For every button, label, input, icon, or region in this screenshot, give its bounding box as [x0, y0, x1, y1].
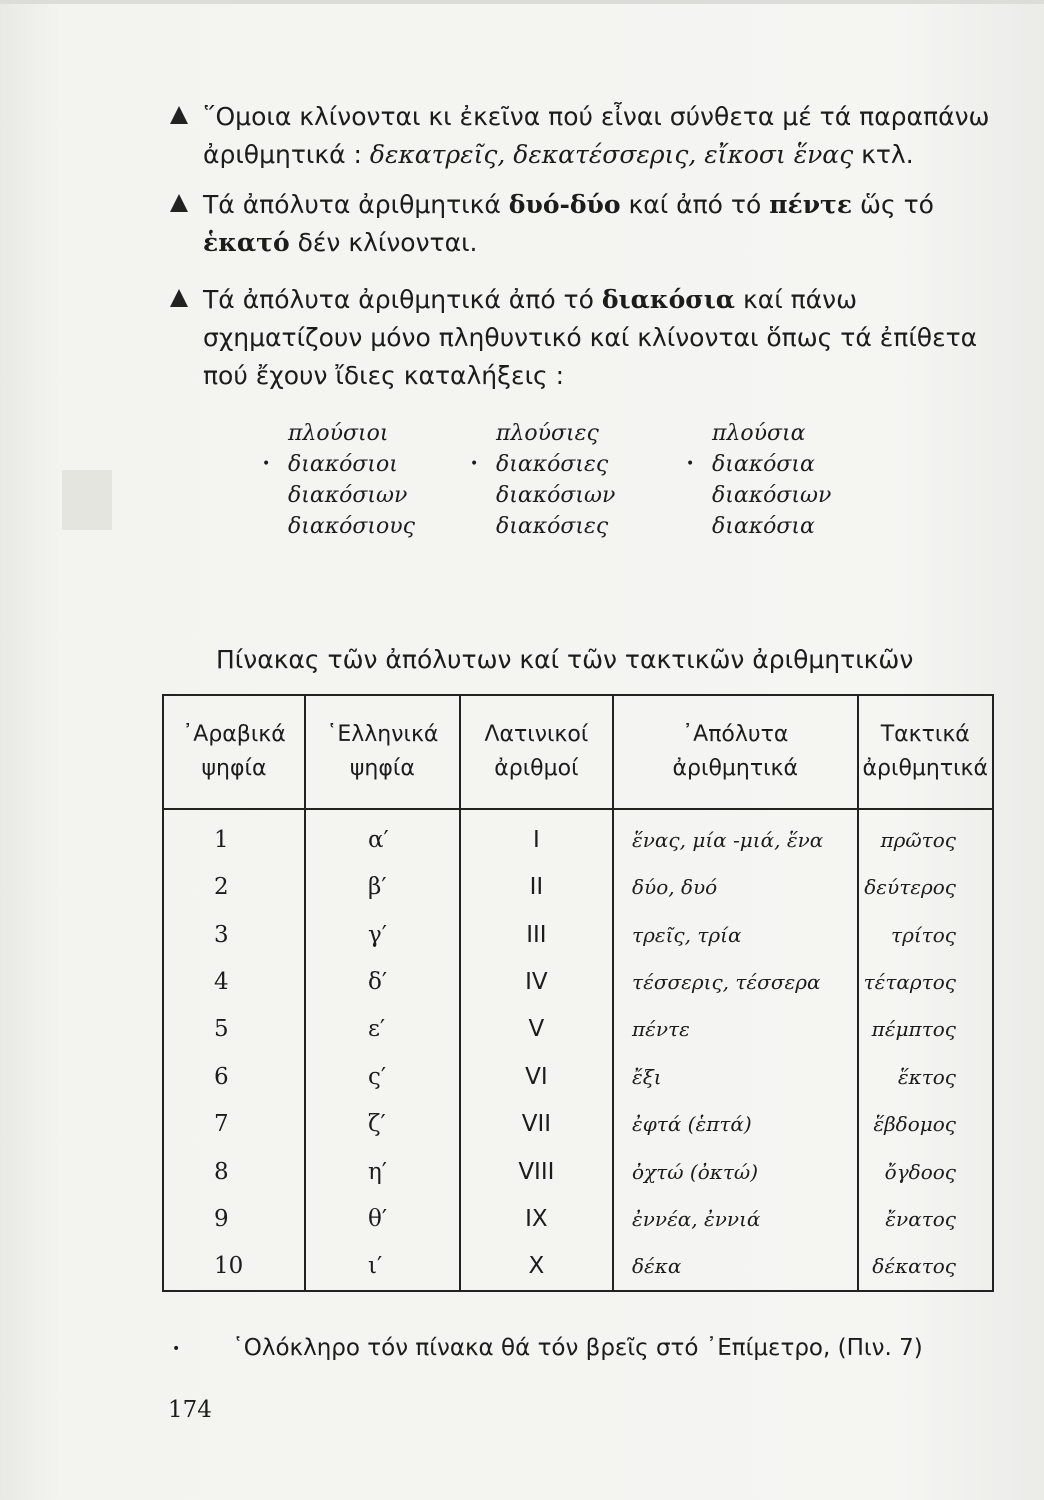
table-cell: δ′	[305, 958, 460, 1005]
table-row	[163, 1148, 993, 1195]
table-row	[163, 911, 993, 958]
table-cell: IX	[460, 1195, 613, 1242]
table-cell: θ′	[305, 1195, 460, 1242]
table-cell: η′	[305, 1148, 460, 1195]
table-cell: β′	[305, 864, 460, 911]
table-cell: ὀχτώ (ὀκτώ)	[613, 1148, 858, 1195]
table-cell: ε′	[305, 1006, 460, 1053]
table-cell: 8	[163, 1148, 305, 1195]
table-cell: 3	[163, 911, 305, 958]
table-cell: V	[460, 1006, 613, 1053]
table-cell: πέμπτος	[858, 1006, 993, 1053]
table-cell: α′	[305, 809, 460, 864]
feminine-column: πλούσιες • διακόσιες διακόσιων διακόσιες	[496, 418, 696, 542]
table-row	[163, 1100, 993, 1147]
table-row	[163, 864, 993, 911]
table-cell: τέταρτος	[858, 958, 993, 1005]
table-cell: VI	[460, 1053, 613, 1100]
table-cell: IV	[460, 958, 613, 1005]
paragraph-1: ῞Ομοια κλίνονται κι ἐκεῖνα πού εἶναι σύνθετα μέ τά παραπάνω ἀριθμητικά : δεκατρεῖς, δεκατέσσερις, εἴκοσι ἕνας κτλ.	[170, 98, 990, 174]
table-cell: τρίτος	[858, 911, 993, 958]
table-cell: II	[460, 864, 613, 911]
table-cell: πρῶτος	[858, 809, 993, 864]
table-cell: VII	[460, 1100, 613, 1147]
column-header: ᾿Αραβικά ψηφία	[163, 695, 305, 809]
table-cell: δέκα	[613, 1243, 858, 1291]
table-cell: 5	[163, 1006, 305, 1053]
triangle-bullet-icon	[170, 289, 188, 307]
table-cell: ς′	[305, 1053, 460, 1100]
table-row	[163, 958, 993, 1005]
paragraph-2: Τά ἀπόλυτα ἀριθμητικά δυό-δύο καί ἀπό τό πέντε ὥς τό ἑκατό δέν κλίνονται.	[170, 186, 990, 262]
table-cell: ἕβδομος	[858, 1100, 993, 1147]
triangle-bullet-icon	[170, 194, 188, 212]
table-cell: δέκατος	[858, 1243, 993, 1291]
declension-examples	[250, 418, 850, 548]
masculine-column: πλούσιοι • διακόσιοι διακόσιων διακόσιους	[288, 418, 488, 542]
table-cell: δύο, δυό	[613, 864, 858, 911]
table-cell: δεύτερος	[858, 864, 993, 911]
table-row	[163, 1053, 993, 1100]
table-cell: 4	[163, 958, 305, 1005]
table-cell: ἐφτά (ἑπτά)	[613, 1100, 858, 1147]
column-header: Τακτικά ἀριθμητικά	[858, 695, 993, 809]
page-top-edge	[0, 0, 1044, 4]
table-cell: I	[460, 809, 613, 864]
table-cell: πέντε	[613, 1006, 858, 1053]
table-cell: γ′	[305, 911, 460, 958]
table-cell: 7	[163, 1100, 305, 1147]
table-row	[163, 1243, 993, 1291]
paragraph-3: Τά ἀπόλυτα ἀριθμητικά ἀπό τό διακόσια καί πάνω σχηματίζουν μόνο πληθυντικό καί κλίνονται ὅπως τά ἐπίθετα πού ἔχουν ἴδιες καταλήξεις :	[170, 281, 990, 395]
table-row	[163, 1006, 993, 1053]
table-cell: τέσσερις, τέσσερα	[613, 958, 858, 1005]
table-cell: ι′	[305, 1243, 460, 1291]
show-through-shadow	[62, 470, 112, 530]
column-header: ᾿Απόλυτα ἀριθμητικά	[613, 695, 858, 809]
table-cell: 6	[163, 1053, 305, 1100]
table-cell: ἔξι	[613, 1053, 858, 1100]
table-cell: ζ′	[305, 1100, 460, 1147]
table-cell: VIII	[460, 1148, 613, 1195]
neuter-column: πλούσια • διακόσια διακόσιων διακόσια	[712, 418, 912, 542]
table-cell: ἕνας, μία -μιά, ἕνα	[613, 809, 858, 864]
table-cell: 2	[163, 864, 305, 911]
table-cell: ἕκτος	[858, 1053, 993, 1100]
page-number: 174	[168, 1397, 212, 1423]
table-cell: 10	[163, 1243, 305, 1291]
table-cell: ὄγδοος	[858, 1148, 993, 1195]
table-cell: 9	[163, 1195, 305, 1242]
triangle-bullet-icon	[170, 106, 188, 124]
footnote: • ῾Ολόκληρο τόν πίνακα θά τόν βρεῖς στό ᾿Επίμετρο, (Πιν. 7)	[172, 1335, 923, 1361]
table-cell: 1	[163, 809, 305, 864]
table-cell: ἐννέα, ἐννιά	[613, 1195, 858, 1242]
table-row	[163, 809, 993, 864]
table-caption: Πίνακας τῶν ἀπόλυτων καί τῶν τακτικῶν ἀριθμητικῶν	[216, 645, 914, 674]
table-cell: τρεῖς, τρία	[613, 911, 858, 958]
column-header: Λατινικοί ἀριθμοί	[460, 695, 613, 809]
table-cell: X	[460, 1243, 613, 1291]
column-header: ῾Ελληνικά ψηφία	[305, 695, 460, 809]
table-cell: ἔνατος	[858, 1195, 993, 1242]
table-cell: III	[460, 911, 613, 958]
table-row	[163, 1195, 993, 1242]
table-header-row	[163, 695, 993, 809]
bullet-icon: •	[172, 1340, 181, 1357]
numerals-table	[162, 694, 994, 1292]
